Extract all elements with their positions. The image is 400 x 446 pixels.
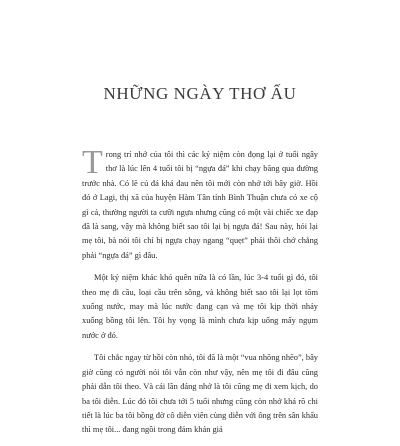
drop-cap: T (82, 144, 103, 181)
chapter-title: NHỮNG NGÀY THƠ ẤU (103, 84, 297, 103)
paragraph-1-text: rong trí nhớ của tôi thì các kỷ niệm còn đọng lại ở tuổi ngây thơ là lúc lên 4 tuổi tôi bị “ngựa đá” khi chạy băng qua đường trước nhà. Có lẽ cú đá khá đau nên tôi mới còn nhớ tới bây giờ. Hồi đó ở Lagi, thị xã của huyện Hàm Tân tỉnh Bình Thuận chưa có xe cộ gì cả, thường người ta cưỡi ngựa nhưng cũng có một vài chiếc xe đạp đã là sang, vậy mà không biết sao tôi lại bị ngựa đá! Sau này, hỏi lại mẹ tôi, bà nói tôi chỉ bị ngựa chạy ngang “quẹt” phải thôi chớ chẳng phải “ngựa đá” gì đâu. (82, 150, 318, 260)
paragraph-1 (82, 144, 318, 263)
chapter-body (82, 144, 318, 446)
paragraph-2: Một kỷ niệm khác khó quên nữa là có lần, lúc 3-4 tuổi gì đó, tôi theo mẹ đi cầu, loại cầu trên sông, và không biết sao tôi lại lọt tõm xuống nước, may mà lúc nước đang cạn và mẹ tôi kịp thời nhảy xuống bồng tôi lên. Tôi hy vọng là mình chưa kịp uống mấy ngụm nước ở đó. (82, 273, 318, 340)
paragraph-3: Tôi chắc ngay từ hồi còn nhỏ, tôi đã là một “vua nhõng nhẽo”, bây giờ cũng có người nói tôi vẫn còn như vậy, nên mẹ tôi đi đâu cũng phải dẫn tôi theo. Và cái lần đáng nhớ là tôi cũng mẹ đi xem kịch, do ba tôi diễn. Lúc đó tôi chưa tới 5 tuổi nhưng cũng còn nhớ khá rõ chi tiết là lúc ba tôi bồng đờ cô diễn viên cùng diễn với ông trên sân khấu thì mẹ tôi... đang ngồi trong đám khán giả (82, 353, 318, 435)
